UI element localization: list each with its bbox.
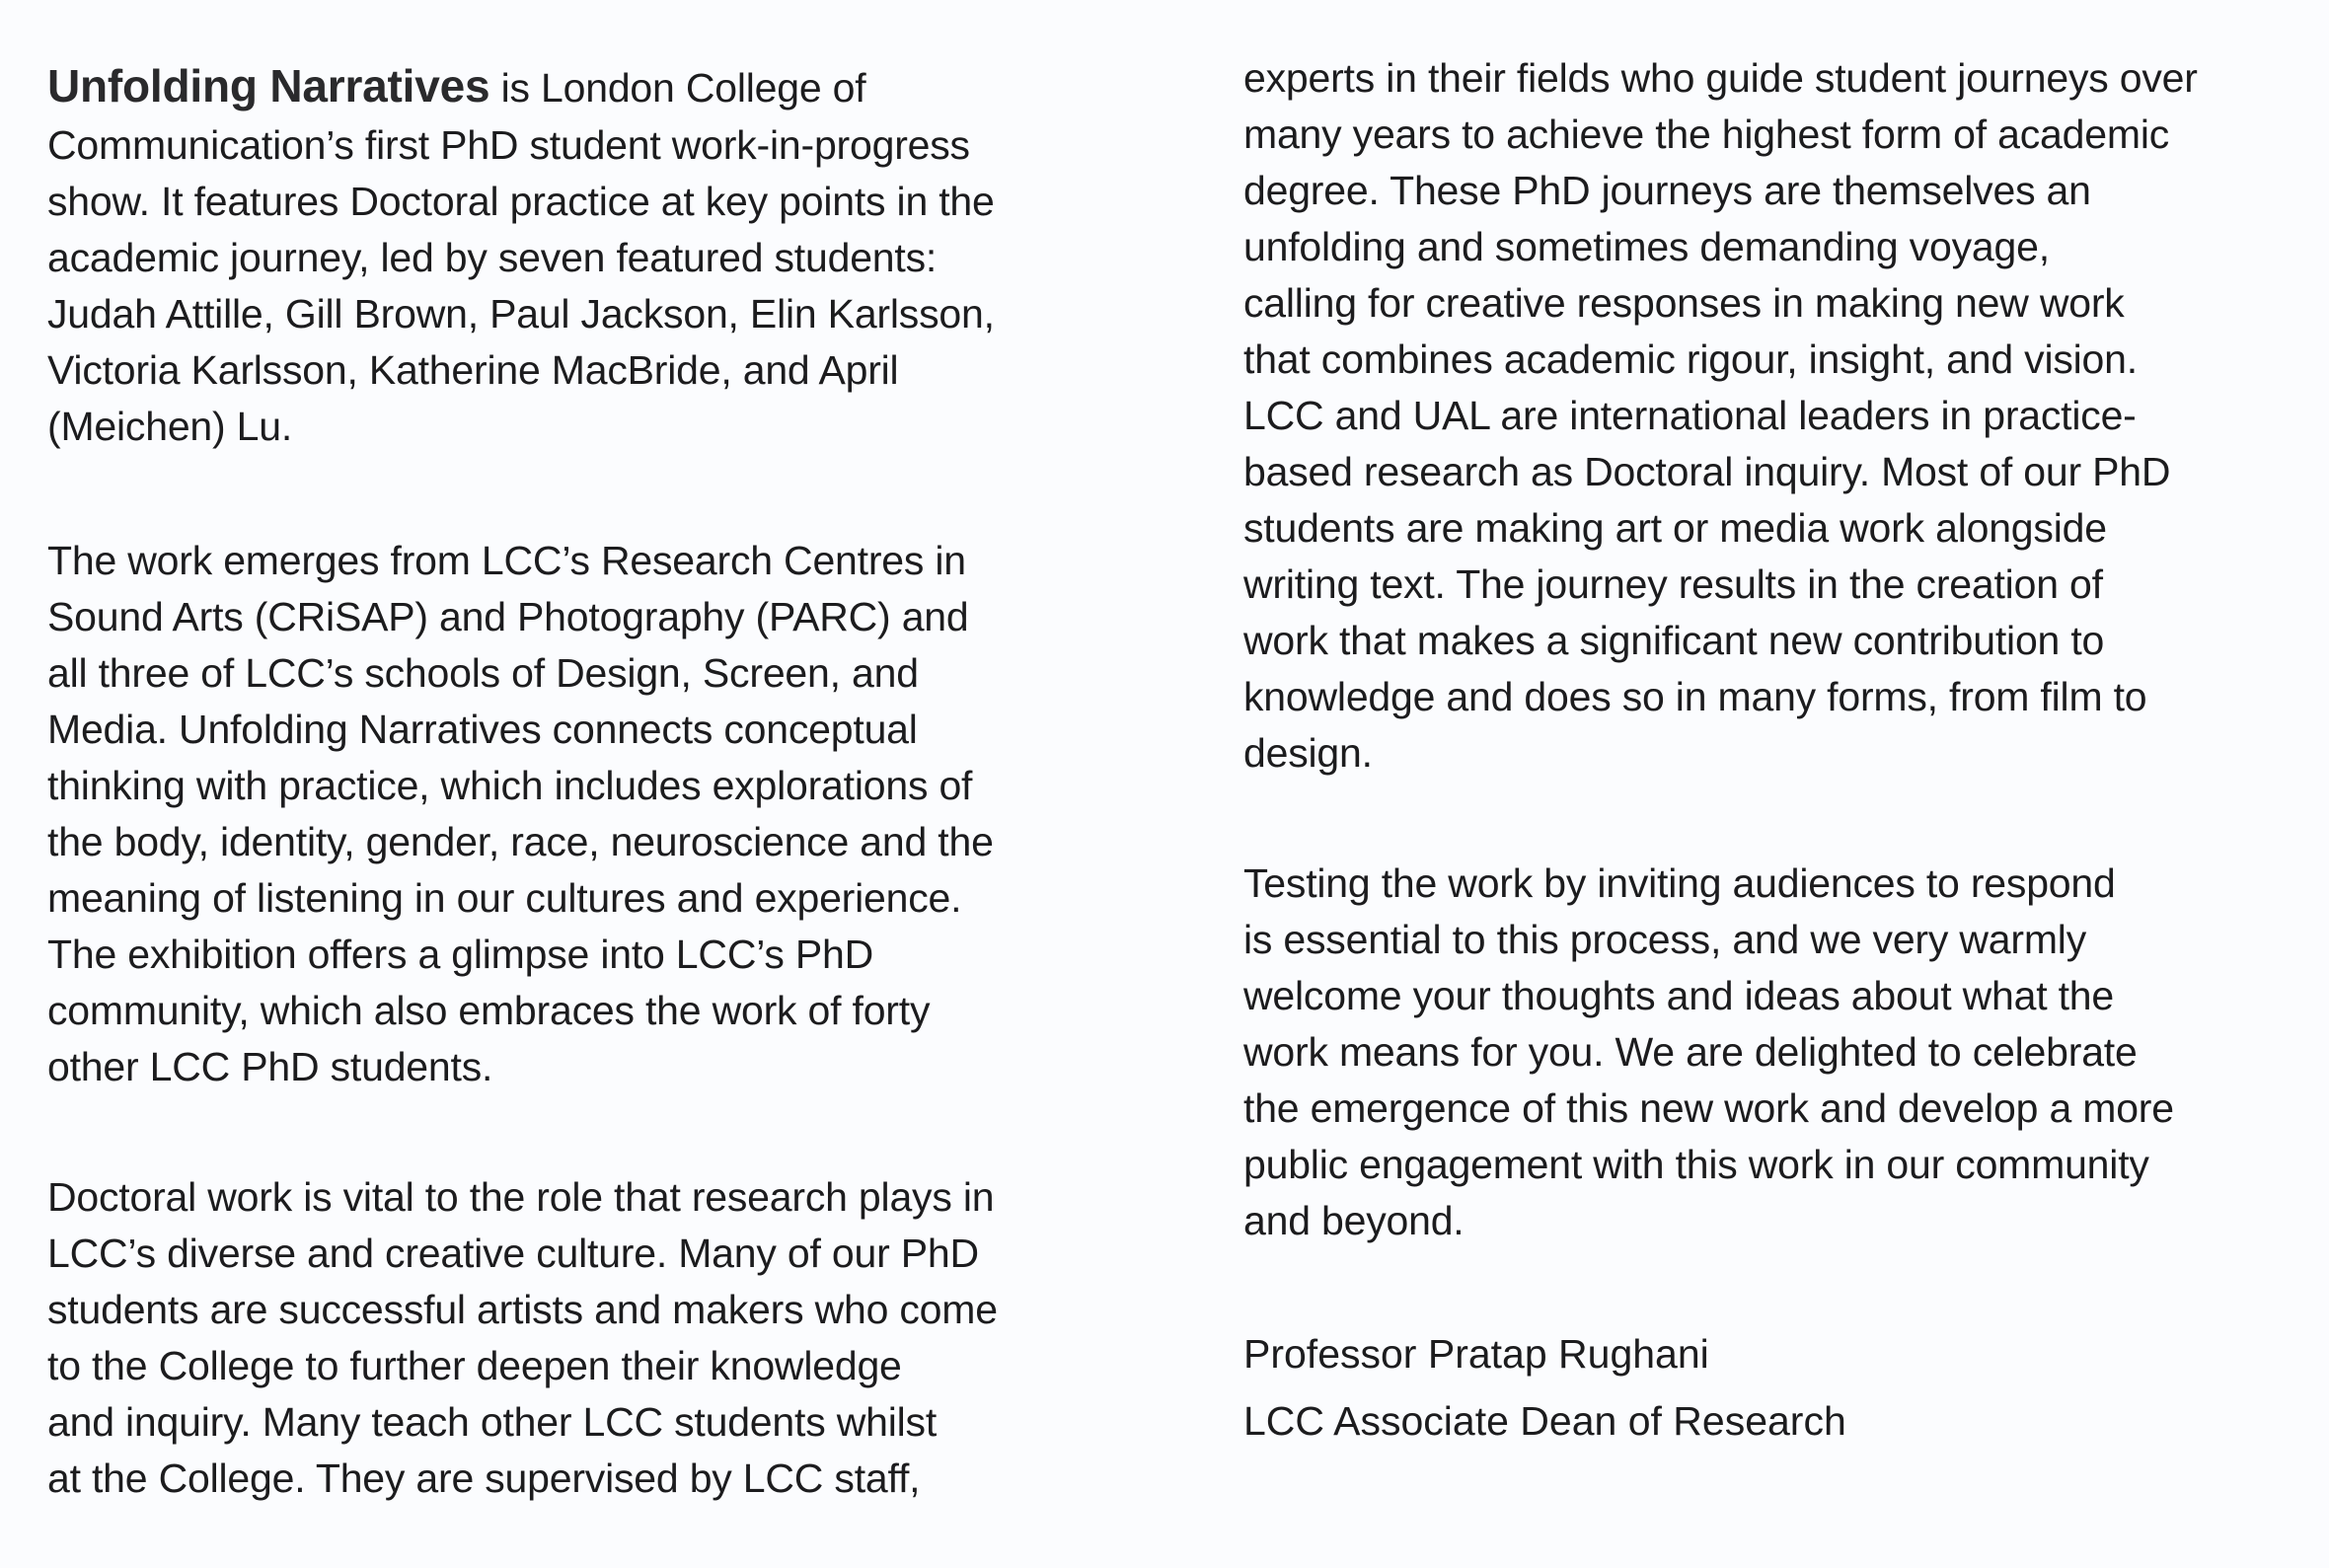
text-line: students are making art or media work alongside <box>1243 505 2107 551</box>
text-line: and beyond. <box>1243 1198 1465 1243</box>
text-line: based research as Doctoral inquiry. Most of our PhD <box>1243 449 2171 494</box>
text-line: at the College. They are supervised by LCC staff, <box>47 1456 921 1501</box>
text-line: to the College to further deepen their knowledge <box>47 1343 902 1388</box>
text-line: academic journey, led by seven featured students: <box>47 235 938 280</box>
intro-line-1-rest: is London College of <box>489 65 866 111</box>
text-line: students are successful artists and makers who come <box>47 1287 998 1332</box>
text-line: LCC’s diverse and creative culture. Many of our PhD <box>47 1231 979 1276</box>
text-line: the emergence of this new work and develop a more <box>1243 1085 2174 1131</box>
text-line: knowledge and does so in many forms, from film to <box>1243 674 2147 719</box>
text-line: Testing the work by inviting audiences to respond <box>1243 860 2116 906</box>
text-line: public engagement with this work in our community <box>1243 1142 2149 1187</box>
text-line: work that makes a significant new contribution to <box>1243 618 2105 663</box>
text-line: The work emerges from LCC’s Research Centres in <box>47 538 966 583</box>
text-line: Doctoral work is vital to the role that research plays in <box>47 1174 995 1220</box>
text-line: that combines academic rigour, insight, and vision. <box>1243 336 2138 382</box>
text-line: degree. These PhD journeys are themselves an <box>1243 168 2091 213</box>
text-line: show. It features Doctoral practice at key points in the <box>47 179 995 224</box>
text-line: (Meichen) Lu. <box>47 404 293 449</box>
text-line: unfolding and sometimes demanding voyage, <box>1243 224 2050 269</box>
text-line: meaning of listening in our cultures and experience. <box>47 875 962 921</box>
text-line: design. <box>1243 730 1373 776</box>
text-line: and inquiry. Many teach other LCC students whilst <box>47 1399 938 1445</box>
signatory-title: LCC Associate Dean of Research <box>1243 1398 1846 1444</box>
text-line: writing text. The journey results in the creation of <box>1243 561 2103 607</box>
text-line: community, which also embraces the work of forty <box>47 988 931 1033</box>
text-line: Media. Unfolding Narratives connects conceptual <box>47 707 918 752</box>
title-lead: Unfolding Narratives <box>47 60 490 112</box>
text-line: work means for you. We are delighted to celebrate <box>1243 1029 2138 1075</box>
text-line: all three of LCC’s schools of Design, Screen, and <box>47 650 919 696</box>
text-line: other LCC PhD students. <box>47 1044 493 1089</box>
text-line: Victoria Karlsson, Katherine MacBride, and April <box>47 347 899 393</box>
text-line: experts in their fields who guide student journeys over <box>1243 55 2198 101</box>
intro-line-1 <box>47 61 865 112</box>
text-line: Sound Arts (CRiSAP) and Photography (PARC) and <box>47 594 969 639</box>
text-line: thinking with practice, which includes explorations of <box>47 763 973 808</box>
text-line: Judah Attille, Gill Brown, Paul Jackson, Elin Karlsson, <box>47 291 995 336</box>
text-line: is essential to this process, and we very warmly <box>1243 917 2087 962</box>
text-line: the body, identity, gender, race, neuroscience and the <box>47 819 994 864</box>
text-line: welcome your thoughts and ideas about what the <box>1243 973 2114 1018</box>
text-line: calling for creative responses in making new work <box>1243 280 2125 326</box>
text-line: many years to achieve the highest form of academic <box>1243 112 2170 157</box>
signatory-name: Professor Pratap Rughani <box>1243 1331 1709 1377</box>
text-line: LCC and UAL are international leaders in practice- <box>1243 393 2137 438</box>
text-line: The exhibition offers a glimpse into LCC’s PhD <box>47 932 874 977</box>
text-line: Communication’s first PhD student work-in-progress <box>47 122 970 168</box>
